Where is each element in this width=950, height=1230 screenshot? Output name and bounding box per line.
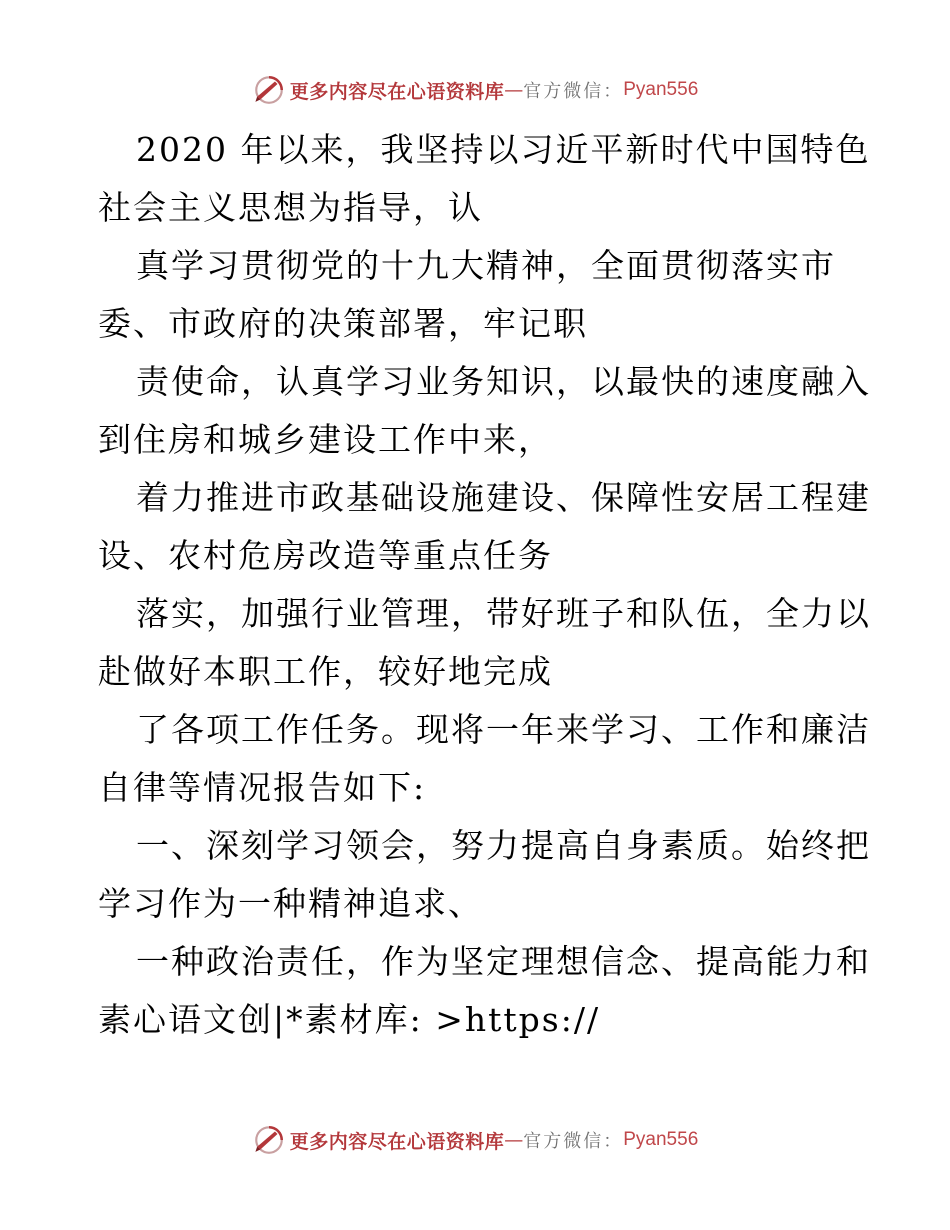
paragraph — [98, 237, 858, 353]
paragraph-line: 责使命，认真学习业务知识，以最快的速度融入 — [136, 362, 871, 401]
paragraph-line: 赴做好本职工作，较好地完成 — [98, 652, 553, 691]
banner-red-text: 更多内容尽在心语资料库 — [289, 1130, 505, 1153]
pen-logo-icon — [252, 1123, 286, 1157]
paragraph-line: 到住房和城乡建设工作中来， — [98, 420, 553, 459]
paragraph — [98, 585, 871, 701]
paragraph — [98, 469, 871, 585]
paragraph — [98, 701, 871, 817]
banner-wechat-label: 官方微信： — [523, 1131, 624, 1152]
report-body — [98, 121, 871, 1049]
paragraph-line: 委、市政府的决策部署，牢记职 — [98, 304, 588, 343]
banner-wechat-label: 官方微信： — [523, 81, 624, 102]
paragraph-line: 真学习贯彻党的十九大精神，全面贯彻落实市 — [136, 246, 836, 285]
paragraph-line: 自律等情况报告如下: — [98, 768, 427, 807]
paragraph-line: 社会主义思想为指导，认 — [98, 188, 483, 227]
paragraph — [98, 817, 871, 933]
banner-red-text: 更多内容尽在心语资料库 — [289, 80, 505, 103]
paragraph-line: 2020 年以来，我坚持以习近平新时代中国特色 — [136, 130, 871, 169]
banner-dash: — — [504, 1129, 524, 1151]
paragraph-line: 一种政治责任，作为坚定理想信念、提高能力和 — [136, 942, 871, 981]
paragraph-line: 落实，加强行业管理，带好班子和队伍，全力以 — [136, 594, 871, 633]
paragraph-line: 设、农村危房改造等重点任务 — [98, 536, 553, 575]
paragraph — [98, 933, 871, 1049]
paragraph-line: 学习作为一种精神追求、 — [98, 884, 483, 923]
paragraph-line: 了各项工作任务。现将一年来学习、工作和廉洁 — [136, 710, 871, 749]
banner-dash: — — [504, 79, 524, 101]
paragraph — [98, 121, 871, 237]
footer-watermark-banner — [0, 1120, 950, 1160]
paragraph-line: 一、深刻学习领会，努力提高自身素质。始终把 — [136, 826, 871, 865]
header-watermark-banner — [0, 70, 950, 110]
paragraph-line: 着力推进市政基础设施建设、保障性安居工程建 — [136, 478, 871, 517]
paragraph-line: 素心语文创|*素材库: >https:// — [98, 1000, 601, 1039]
pen-logo-icon — [252, 73, 286, 107]
banner-wechat-id: Pyan556 — [623, 79, 699, 100]
paragraph — [98, 353, 871, 469]
banner-wechat-id: Pyan556 — [623, 1129, 699, 1150]
